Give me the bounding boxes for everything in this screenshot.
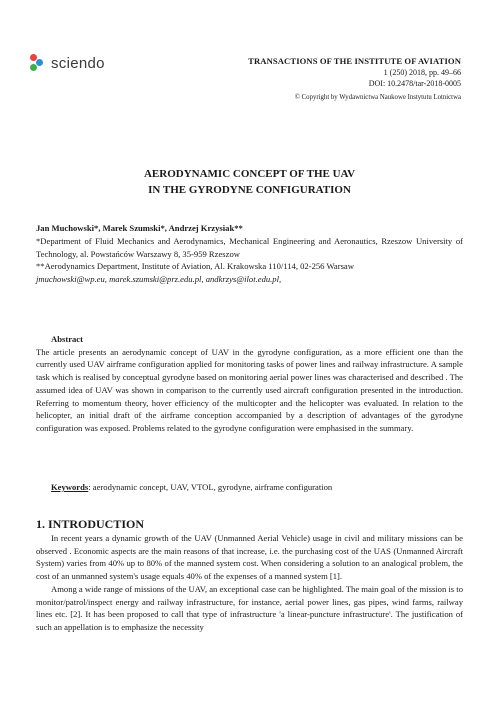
authors-block xyxy=(36,222,463,286)
author-emails: jmuchowski@wp.eu, marek.szumski@prz.edu.pl, andkrzys@ilot.edu.pl, xyxy=(36,274,282,285)
keywords-block xyxy=(51,481,463,494)
keywords-text: : aerodynamic concept, UAV, VTOL, gyrodyne, airframe configuration xyxy=(88,482,333,492)
keywords-label: Keywords xyxy=(51,482,89,492)
affiliation-2: **Aerodynamics Department, Institute of Aviation, Al. Krakowska 110/114, 02-256 Warsaw xyxy=(36,261,354,272)
title-line-2: IN THE GYRODYNE CONFIGURATION xyxy=(148,184,351,196)
abstract-block xyxy=(36,333,463,435)
logo-text: sciendo xyxy=(51,54,105,72)
author-names: Jan Muchowski*, Marek Szumski*, Andrzej Krzysiak** xyxy=(36,223,243,233)
sciendo-logo-icon xyxy=(30,54,45,72)
abstract-heading: Abstract xyxy=(51,334,83,344)
doi: DOI: 10.2478/tar-2018-0005 xyxy=(368,79,461,88)
section-heading: 1. INTRODUCTION xyxy=(36,517,145,531)
journal-title: TRANSACTIONS OF THE INSTITUTE OF AVIATION xyxy=(248,56,461,66)
title-line-1: AERODYNAMIC CONCEPT OF THE UAV xyxy=(143,168,356,180)
introduction-text xyxy=(36,532,463,634)
affiliation-1: *Department of Fluid Mechanics and Aerodynamics, Mechanical Engineering and Aeronautics, Rzeszow University of Technology, al. Powstańców Warszawy 8, 35-959 Rzeszow xyxy=(36,235,463,259)
abstract-text: The article presents an aerodynamic concept of UAV in the gyrodyne configuration, as a more efficient one than the currently used UAV airframe configuration applied for monitoring tasks of power lines and railway infrastructure. A sample task which is realised by conceptual gyrodyne based on monitoring aerial power lines was characterised and described . The assumed idea of UAV was shown in comparison to the currently used aircraft configuration presented in the introduction. Referring to momentum theory, hover efficiency of the multicopter and the helicopter was evaluated. In relation to the helicopter, an initial draft of the airframe conception accompanied by a description of advantages of the gyrodyne configuration was exposed. Problems related to the gyrodyne configuration were emphasised in the summary. xyxy=(36,346,463,433)
paper-title xyxy=(40,166,459,198)
journal-issue: 1 (250) 2018, pp. 49–66 xyxy=(383,68,461,77)
intro-paragraph-2: Among a wide range of missions of the UAV, an exceptional case can be highlighted. The main goal of the mission is to monitor/patrol/inspect energy and railway infrastructure, for instance, aerial power lines, gas pipes, wind farms, railway lines etc. [2]. It has been proposed to call that type of infrastructure 'a linear-puncture infrastructure'. The justification of such an appellation is to emphasize the necessity xyxy=(36,583,463,632)
intro-paragraph-1: In recent years a dynamic growth of the UAV (Unmanned Aerial Vehicle) usage in civil and military missions can be observed . Economic aspects are the main reasons of that increase, i.e. the purchasing cost of the UAS (Unmanned Aircraft System) varies from 40% up to 80% of the manned system cost. When considering a solution to an analogical problem, the cost of an unmanned system's usage equals 40% of the expenses of a manned system [1]. xyxy=(36,533,463,582)
journal-info xyxy=(161,56,461,103)
publisher-logo xyxy=(30,54,105,72)
copyright: © Copyright by Wydawnictwa Naukowe Instytutu Lotnictwa xyxy=(294,94,461,101)
